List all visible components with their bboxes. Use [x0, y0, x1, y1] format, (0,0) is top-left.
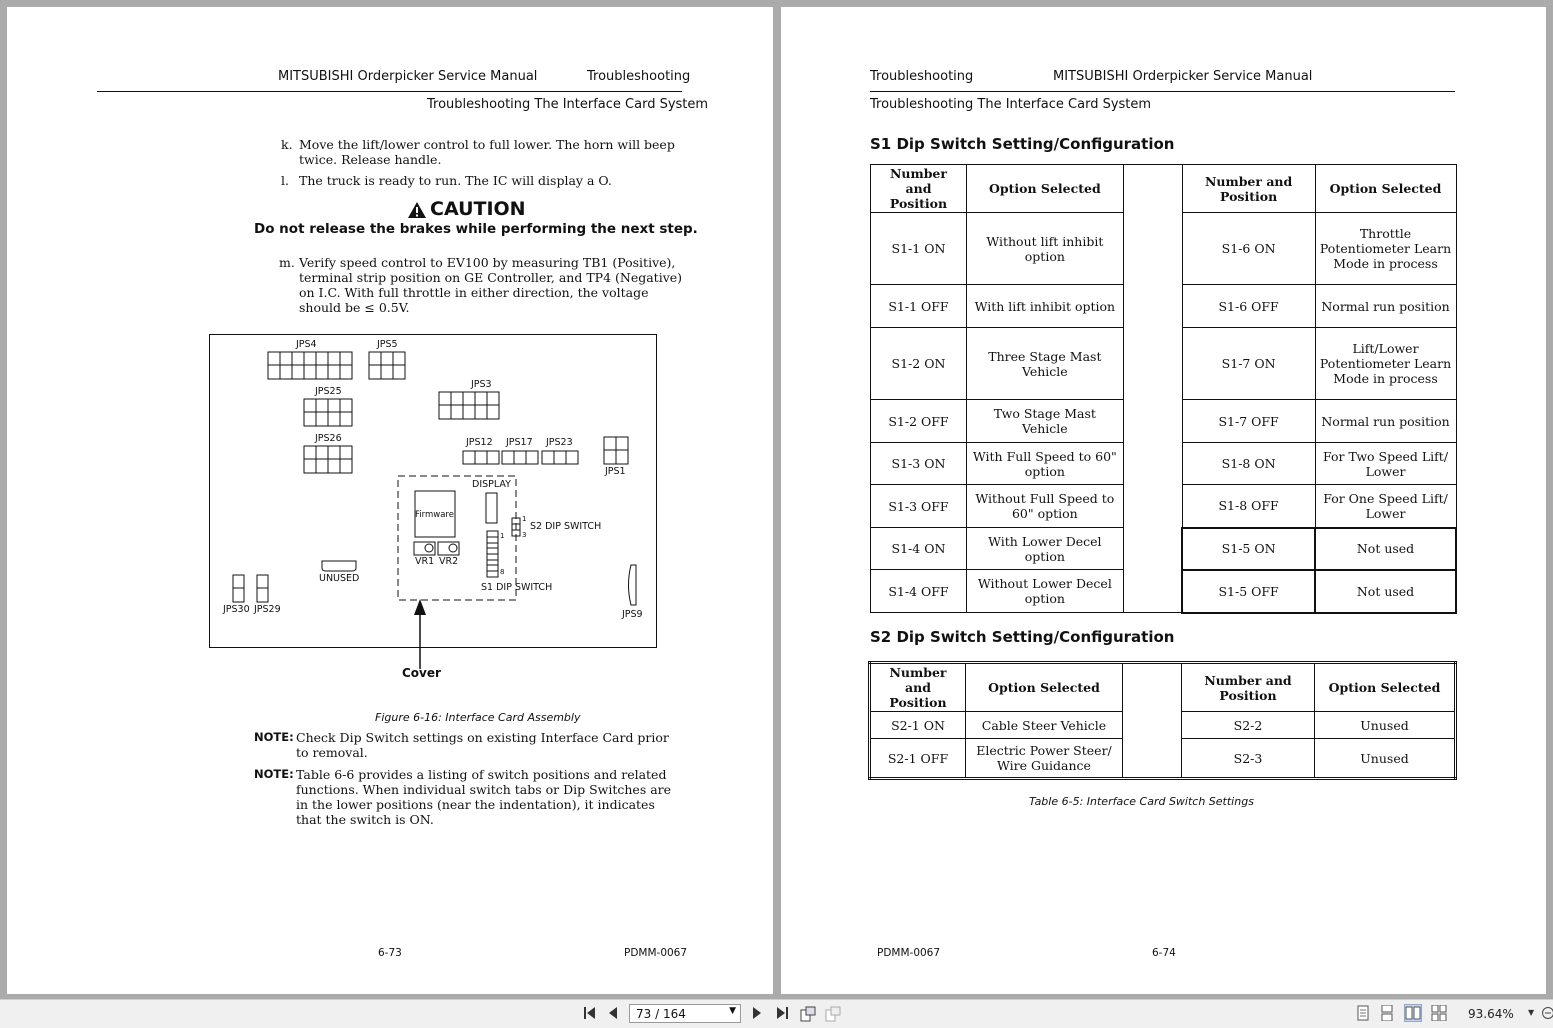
- first-page-icon[interactable]: [583, 1006, 597, 1020]
- figure-caption: Figure 6-16: Interface Card Assembly: [375, 711, 580, 724]
- table-cell: Unused: [1315, 739, 1456, 779]
- table-cell: Electric Power Steer/ Wire Guidance: [966, 739, 1123, 779]
- column-header: Number and Position: [1182, 165, 1315, 213]
- s1-num-1: 1: [500, 532, 504, 540]
- table-cell: S1-4 OFF: [871, 570, 967, 613]
- vr1-label: VR1: [415, 556, 434, 567]
- table-cell: Normal run position: [1315, 285, 1456, 328]
- note2-label: NOTE:: [254, 767, 294, 781]
- column-header: Option Selected: [1315, 663, 1456, 712]
- jps5-label: JPS5: [377, 339, 398, 350]
- table-cell: S1-8 OFF: [1182, 485, 1315, 528]
- column-header: Option Selected: [966, 165, 1123, 213]
- s1-section-title: S1 Dip Switch Setting/Configuration: [870, 135, 1174, 153]
- page-indicator: 73 / 164: [636, 1007, 686, 1021]
- jps12-label: JPS12: [466, 437, 493, 448]
- unused-label: UNUSED: [319, 573, 359, 584]
- table-cell: S1-8 ON: [1182, 443, 1315, 485]
- jps26-label: JPS26: [315, 433, 342, 444]
- continuous-view-icon[interactable]: [1379, 1005, 1395, 1021]
- table-cell: S1-6 OFF: [1182, 285, 1315, 328]
- jps4-label: JPS4: [296, 339, 317, 350]
- last-page-icon[interactable]: [775, 1006, 789, 1020]
- vr2-label: VR2: [439, 556, 458, 567]
- table-cell: S1-7 ON: [1182, 328, 1315, 400]
- table-cell: S2-2: [1182, 712, 1315, 739]
- table-divider: [1123, 663, 1182, 779]
- step-m-text: Verify speed control to EV100 by measuring TB1 (Positive), terminal strip position on GE Controller, and TP4 (Negative) on I.C. With full throttle in either direction, the voltage should be ≤ 0.5V.: [299, 255, 683, 315]
- table-cell: S2-3: [1182, 739, 1315, 779]
- header-section: Troubleshooting: [587, 69, 690, 84]
- table-cell: S2-1 OFF: [870, 739, 966, 779]
- table-cell: S1-2 OFF: [871, 400, 967, 443]
- zoom-out-icon[interactable]: [1540, 1006, 1553, 1020]
- table-cell: S1-6 ON: [1182, 213, 1315, 285]
- table-cell: Not used: [1315, 570, 1456, 613]
- prev-page-icon[interactable]: [607, 1006, 619, 1020]
- s2-num-3: 3: [522, 531, 526, 539]
- table-cell: S1-5 OFF: [1182, 570, 1315, 613]
- table-cell: Throttle Potentiometer Learn Mode in process: [1315, 213, 1456, 285]
- jps3-label: JPS3: [471, 379, 492, 390]
- jps17-label: JPS17: [506, 437, 533, 448]
- next-page-icon[interactable]: [751, 1006, 763, 1020]
- interface-card-diagram: [209, 334, 657, 648]
- rotate-disabled-icon[interactable]: [825, 1006, 842, 1022]
- column-header: Number and Position: [1182, 663, 1315, 712]
- table-caption: Table 6-5: Interface Card Switch Settings: [1029, 795, 1254, 808]
- jps30-label: JPS30: [223, 604, 250, 615]
- facing-view-icon[interactable]: [1405, 1005, 1421, 1021]
- header-title: MITSUBISHI Orderpicker Service Manual: [278, 69, 537, 84]
- table-cell: For Two Speed Lift/ Lower: [1315, 443, 1456, 485]
- table-cell: S1-4 ON: [871, 528, 967, 570]
- note1-label: NOTE:: [254, 730, 294, 744]
- s2-section-title: S2 Dip Switch Setting/Configuration: [870, 628, 1174, 646]
- rotate-icon[interactable]: [800, 1006, 817, 1022]
- step-l-letter: l.: [281, 173, 289, 188]
- table-cell: With Lower Decel option: [966, 528, 1123, 570]
- jps25-label: JPS25: [315, 386, 342, 397]
- table-cell: Normal run position: [1315, 400, 1456, 443]
- table-cell: Cable Steer Vehicle: [966, 712, 1123, 739]
- header-title: MITSUBISHI Orderpicker Service Manual: [1053, 69, 1312, 84]
- footer-doc-number: PDMM-0067: [624, 947, 687, 959]
- s2-settings-table: [868, 661, 1457, 780]
- note2-text: Table 6-6 provides a listing of switch positions and related functions. When individual switch tabs or Dip Switches are in the lower positions (near the indentation), it indicates that the switch is ON.: [296, 767, 684, 827]
- table-cell: For One Speed Lift/ Lower: [1315, 485, 1456, 528]
- subheader: Troubleshooting The Interface Card System: [427, 97, 708, 112]
- s1-num-8: 8: [500, 568, 504, 576]
- chevron-down-icon: ▼: [729, 1006, 736, 1016]
- column-header: Option Selected: [966, 663, 1123, 712]
- jps1-label: JPS1: [605, 466, 626, 477]
- table-cell: S2-1 ON: [870, 712, 966, 739]
- table-cell: S1-1 OFF: [871, 285, 967, 328]
- column-header: Number and Position: [871, 165, 967, 213]
- left-page: [7, 7, 773, 994]
- header-rule: [870, 91, 1455, 92]
- caution-title: CAUTION: [430, 198, 526, 220]
- table-cell: Unused: [1315, 712, 1456, 739]
- footer-doc-number: PDMM-0067: [877, 947, 940, 959]
- table-cell: With lift inhibit option: [966, 285, 1123, 328]
- jps29-label: JPS29: [254, 604, 281, 615]
- display-label: DISPLAY: [472, 479, 511, 490]
- table-cell: S1-2 ON: [871, 328, 967, 400]
- table-cell: Without Lower Decel option: [966, 570, 1123, 613]
- table-cell: Three Stage Mast Vehicle: [966, 328, 1123, 400]
- table-cell: S1-7 OFF: [1182, 400, 1315, 443]
- table-header-row: [871, 165, 1457, 213]
- step-l-text: The truck is ready to run. The IC will display a O.: [299, 173, 679, 188]
- table-cell: Two Stage Mast Vehicle: [966, 400, 1123, 443]
- footer-page-number: 6-73: [378, 947, 402, 959]
- table-cell: S1-5 ON: [1182, 528, 1315, 570]
- single-page-view-icon[interactable]: [1355, 1005, 1371, 1021]
- table-cell: Without lift inhibit option: [966, 213, 1123, 285]
- s2-dip-switch-label: S2 DIP SWITCH: [530, 521, 601, 532]
- step-m-letter: m.: [279, 255, 295, 270]
- table-cell: With Full Speed to 60" option: [966, 443, 1123, 485]
- note1-text: Check Dip Switch settings on existing Interface Card prior to removal.: [296, 730, 684, 760]
- warning-icon: [407, 201, 427, 219]
- cover-arrow: [412, 599, 428, 671]
- table-cell: S1-3 ON: [871, 443, 967, 485]
- step-k-letter: k.: [281, 137, 293, 152]
- table-header-row: [870, 663, 1456, 712]
- s1-settings-table: [870, 164, 1457, 614]
- table-cell: Without Full Speed to 60" option: [966, 485, 1123, 528]
- jps23-label: JPS23: [546, 437, 573, 448]
- subheader: Troubleshooting The Interface Card System: [870, 97, 1151, 112]
- footer-page-number: 6-74: [1152, 947, 1176, 959]
- table-cell: Not used: [1315, 528, 1456, 570]
- viewer-toolbar: [0, 999, 1553, 1028]
- jps9-label: JPS9: [622, 609, 643, 620]
- zoom-level[interactable]: 93.64%: [1468, 1007, 1514, 1021]
- table-cell: S1-1 ON: [871, 213, 967, 285]
- s2-num-1: 1: [522, 515, 526, 523]
- step-k-text: Move the lift/lower control to full lower. The horn will beep twice. Release handle.: [299, 137, 679, 167]
- s1-dip-switch-label: S1 DIP SWITCH: [481, 582, 552, 593]
- caution-text: Do not release the brakes while performing the next step.: [254, 221, 698, 237]
- table-cell: S1-3 OFF: [871, 485, 967, 528]
- firmware-label: Firmware: [415, 510, 454, 520]
- column-header: Option Selected: [1315, 165, 1456, 213]
- right-page: [781, 7, 1546, 994]
- table-divider: [1123, 165, 1182, 613]
- column-header: Number and Position: [870, 663, 966, 712]
- header-rule: [97, 91, 682, 92]
- header-section: Troubleshooting: [870, 69, 973, 84]
- table-cell: Lift/Lower Potentiometer Learn Mode in process: [1315, 328, 1456, 400]
- page-number-select[interactable]: [629, 1004, 741, 1023]
- continuous-facing-view-icon[interactable]: [1431, 1005, 1447, 1021]
- zoom-dropdown-icon[interactable]: ▼: [1528, 1008, 1534, 1017]
- cover-label: Cover: [402, 666, 441, 680]
